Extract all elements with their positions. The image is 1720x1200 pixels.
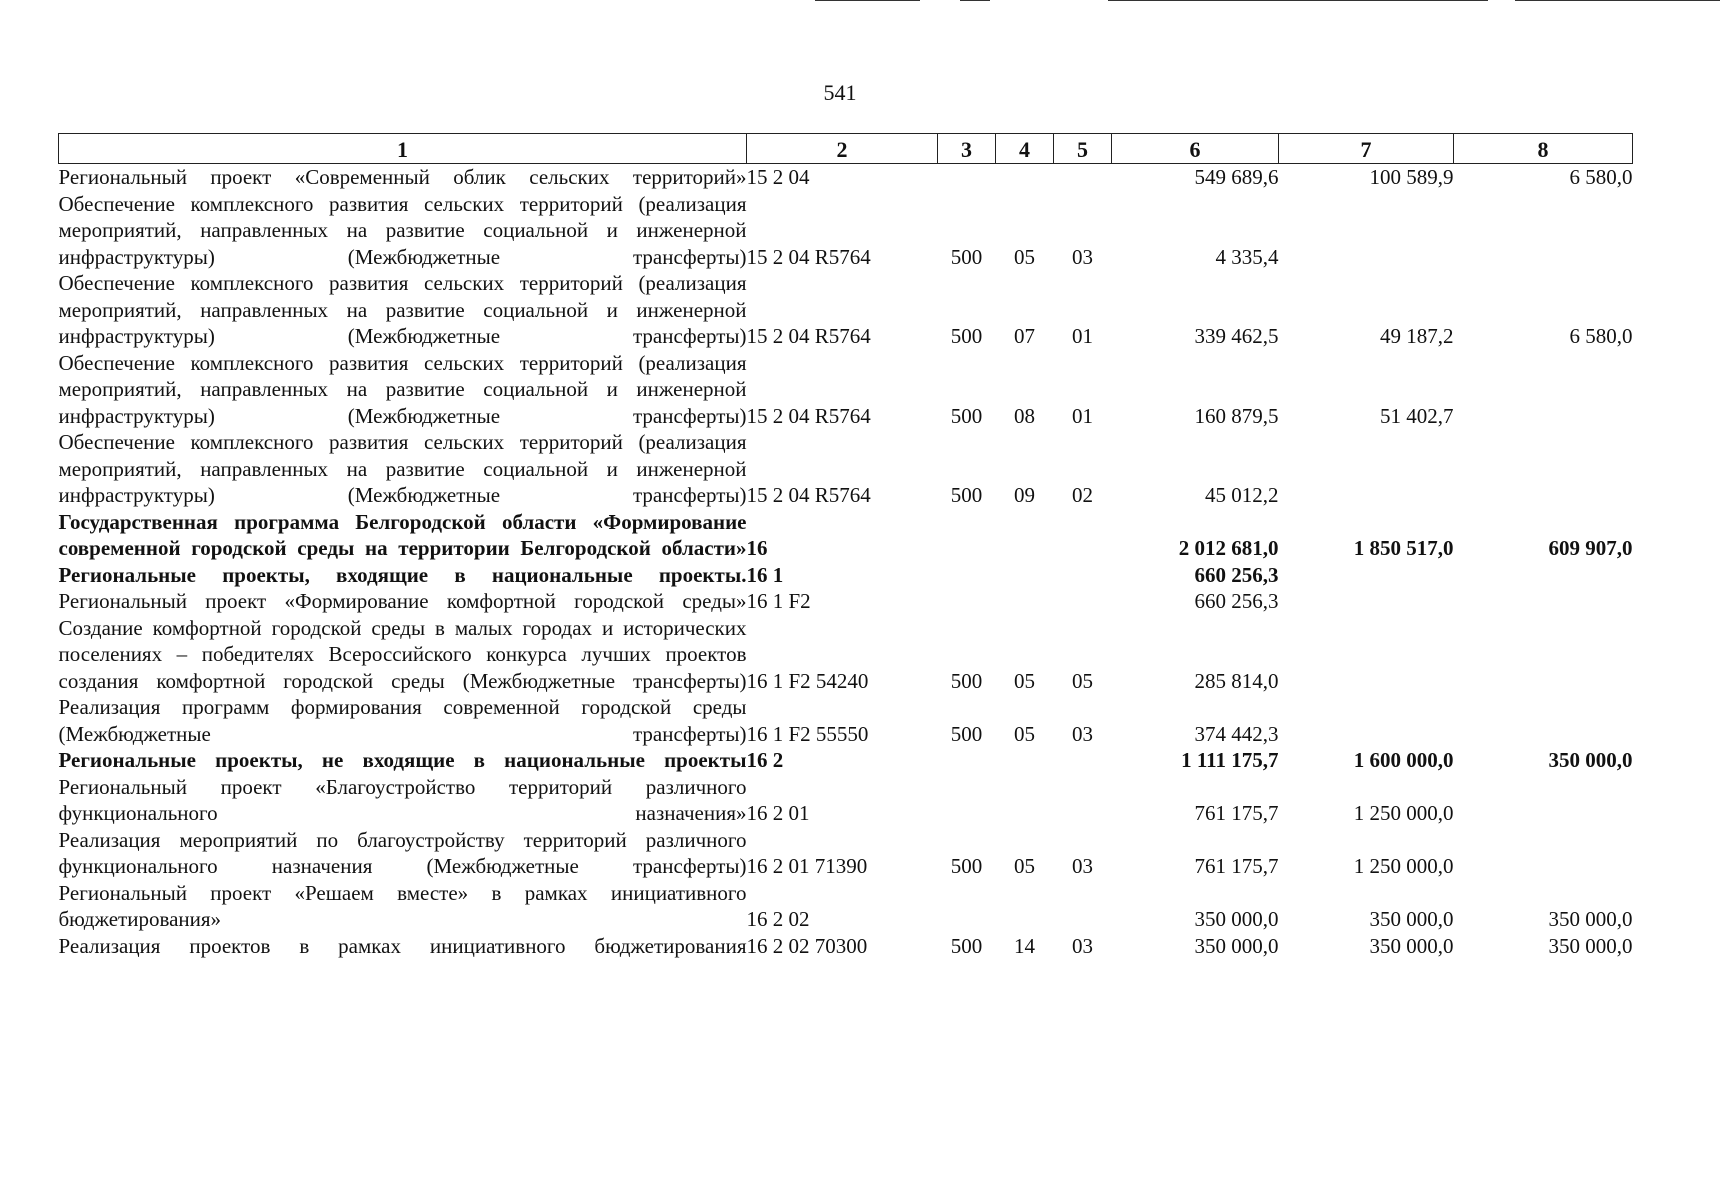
scan-line <box>815 0 920 1</box>
table-row <box>59 270 1633 350</box>
row-col4: 05 <box>1014 668 1035 693</box>
row-value-col8: 6 580,0 <box>1569 324 1633 348</box>
column-header: 5 <box>1054 134 1112 164</box>
row-value-col8: 6 580,0 <box>1569 165 1633 189</box>
row-col4: 14 <box>1014 933 1035 958</box>
table-row <box>59 350 1633 430</box>
row-value-col8 <box>1454 694 1633 747</box>
row-description: Реализация мероприятий по благоустройству территорий различного функционального назначения (Межбюджетные трансферты) <box>58 827 747 878</box>
table-row <box>59 694 1633 747</box>
row-col4 <box>996 880 1054 933</box>
row-value-col6: 374 442,3 <box>1194 721 1279 746</box>
row-value-col8 <box>1454 827 1633 880</box>
row-description: Государственная программа Белгородской области «Формирование современной городской среды на территории Белгородской области» <box>58 509 747 560</box>
row-value-col8 <box>1454 350 1633 430</box>
row-code: 15 2 04 R5764 <box>746 483 871 507</box>
table-body <box>59 164 1633 960</box>
table-row <box>59 509 1633 562</box>
row-value-col6: 350 000,0 <box>1194 907 1279 931</box>
row-code: 16 2 01 71390 <box>746 854 868 878</box>
row-description: Реализация проектов в рамках инициативного бюджетирования <box>58 933 747 958</box>
table-row <box>59 191 1633 271</box>
row-col5 <box>1054 562 1112 589</box>
row-code: 15 2 04 R5764 <box>746 324 871 348</box>
budget-table <box>58 133 1633 959</box>
row-value-col8 <box>1454 588 1633 615</box>
column-header: 3 <box>938 134 996 164</box>
row-col3 <box>938 562 996 589</box>
row-code: 15 2 04 R5764 <box>746 403 871 428</box>
table-row <box>59 747 1633 774</box>
row-col5: 02 <box>1072 483 1093 507</box>
row-col5: 03 <box>1072 721 1093 746</box>
row-code: 16 1 F2 55550 <box>746 721 869 746</box>
row-value-col6: 339 462,5 <box>1194 324 1279 348</box>
row-description: Региональный проект «Формирование комфортной городской среды» <box>58 589 747 613</box>
row-value-col7 <box>1279 191 1454 271</box>
column-header: 8 <box>1454 134 1633 164</box>
row-col3 <box>938 747 996 774</box>
table-row <box>59 164 1633 191</box>
row-col3: 500 <box>950 854 983 878</box>
row-col3 <box>938 509 996 562</box>
row-col4 <box>996 588 1054 615</box>
row-value-col8 <box>1454 562 1633 589</box>
table-header-row <box>59 134 1633 164</box>
row-value-col8 <box>1454 191 1633 271</box>
row-col3 <box>938 880 996 933</box>
row-col5: 05 <box>1072 668 1093 693</box>
row-value-col8: 350 000,0 <box>1548 933 1633 958</box>
row-col5: 01 <box>1072 324 1093 348</box>
row-code: 16 2 01 <box>746 801 810 825</box>
row-col5 <box>1054 774 1112 827</box>
row-col4 <box>996 747 1054 774</box>
row-value-col6: 285 814,0 <box>1194 668 1279 693</box>
row-col3: 500 <box>950 933 983 958</box>
row-col3 <box>938 164 996 191</box>
row-col4: 08 <box>1014 403 1035 428</box>
row-col4 <box>996 774 1054 827</box>
row-value-col6: 761 175,7 <box>1194 801 1279 825</box>
row-value-col6: 761 175,7 <box>1194 854 1279 878</box>
row-value-col7: 1 600 000,0 <box>1353 748 1454 772</box>
table-row <box>59 774 1633 827</box>
column-header: 6 <box>1112 134 1279 164</box>
row-value-col8 <box>1454 429 1633 509</box>
row-code: 16 <box>746 536 768 560</box>
row-code: 16 1 F2 <box>746 589 811 613</box>
row-description: Реализация программ формирования современной городской среды (Межбюджетные трансферты) <box>58 695 747 746</box>
column-header: 1 <box>59 134 747 164</box>
row-description: Обеспечение комплексного развития сельских территорий (реализация мероприятий, направленных на развитие социальной и инженерной инфраструктуры) (Межбюджетные трансферты) <box>58 271 747 348</box>
row-description: Обеспечение комплексного развития сельских территорий (реализация мероприятий, направленных на развитие социальной и инженерной инфраструктуры) (Межбюджетные трансферты) <box>58 350 747 428</box>
row-value-col8: 350 000,0 <box>1548 748 1633 772</box>
row-col4: 05 <box>1014 244 1035 269</box>
row-value-col7: 350 000,0 <box>1369 907 1454 931</box>
row-code: 15 2 04 <box>746 165 810 189</box>
column-header: 2 <box>747 134 938 164</box>
row-code: 16 2 02 70300 <box>746 933 868 958</box>
row-code: 16 1 F2 54240 <box>746 668 869 693</box>
row-description: Региональные проекты, входящие в национальные проекты. <box>58 562 747 587</box>
row-value-col6: 549 689,6 <box>1194 165 1279 189</box>
column-header: 4 <box>996 134 1054 164</box>
row-col4: 05 <box>1014 854 1035 878</box>
row-value-col7 <box>1279 588 1454 615</box>
row-col5 <box>1054 588 1112 615</box>
row-value-col7: 49 187,2 <box>1380 324 1454 348</box>
row-value-col8: 609 907,0 <box>1548 536 1633 560</box>
row-value-col6: 45 012,2 <box>1205 483 1279 507</box>
row-description: Региональный проект «Благоустройство территорий различного функционального назначения» <box>58 774 747 825</box>
table-row <box>59 429 1633 509</box>
row-col3: 500 <box>950 668 983 693</box>
row-description: Создание комфортной городской среды в малых городах и исторических поселениях – победителях Всероссийского конкурса лучших проектов создания комфортной городской среды (Межбюджетные трансферты) <box>58 615 747 693</box>
scan-line <box>1515 0 1720 1</box>
row-col3: 500 <box>950 721 983 746</box>
row-value-col7: 51 402,7 <box>1380 403 1454 428</box>
row-description: Региональный проект «Решаем вместе» в рамках инициативного бюджетирования» <box>58 880 747 931</box>
row-code: 16 2 <box>746 748 784 772</box>
row-col5 <box>1054 880 1112 933</box>
row-value-col6: 2 012 681,0 <box>1178 536 1279 560</box>
row-value-col8: 350 000,0 <box>1548 907 1633 931</box>
row-value-col7: 1 250 000,0 <box>1353 854 1454 878</box>
table-row <box>59 880 1633 933</box>
row-col5: 03 <box>1072 244 1093 269</box>
row-col5: 01 <box>1072 403 1093 428</box>
row-col4 <box>996 562 1054 589</box>
row-code: 16 2 02 <box>746 907 810 931</box>
table-row <box>59 588 1633 615</box>
table-row <box>59 933 1633 960</box>
row-col3 <box>938 774 996 827</box>
row-col4: 09 <box>1014 483 1035 507</box>
row-col4: 07 <box>1014 324 1035 348</box>
page-number: 541 <box>823 80 857 105</box>
row-value-col6: 350 000,0 <box>1194 933 1279 958</box>
table-row <box>59 562 1633 589</box>
row-col3: 500 <box>950 403 983 428</box>
row-col4: 05 <box>1014 721 1035 746</box>
table-row <box>59 615 1633 695</box>
table-row <box>59 827 1633 880</box>
row-col3: 500 <box>950 324 983 348</box>
row-col5: 03 <box>1072 854 1093 878</box>
row-col5: 03 <box>1072 933 1093 958</box>
scan-line <box>1108 0 1488 1</box>
row-col3: 500 <box>950 483 983 507</box>
row-value-col6: 660 256,3 <box>1194 589 1279 613</box>
row-col5 <box>1054 509 1112 562</box>
scan-line <box>960 0 990 1</box>
row-value-col6: 160 879,5 <box>1194 403 1279 428</box>
row-value-col7 <box>1279 429 1454 509</box>
row-value-col8 <box>1454 774 1633 827</box>
row-value-col6: 1 111 175,7 <box>1181 748 1279 772</box>
row-description: Региональный проект «Современный облик сельских территорий» <box>58 165 747 189</box>
row-code: 15 2 04 R5764 <box>746 244 871 269</box>
row-value-col7 <box>1279 615 1454 695</box>
row-value-col6: 660 256,3 <box>1194 562 1279 587</box>
row-value-col7 <box>1279 694 1454 747</box>
row-value-col7 <box>1279 562 1454 589</box>
row-description: Региональные проекты, не входящие в национальные проекты <box>58 748 747 772</box>
row-value-col7: 100 589,9 <box>1369 165 1454 189</box>
row-value-col7: 1 250 000,0 <box>1353 801 1454 825</box>
row-col4 <box>996 164 1054 191</box>
row-col3 <box>938 588 996 615</box>
row-value-col7: 350 000,0 <box>1369 933 1454 958</box>
row-col3: 500 <box>950 244 983 269</box>
row-description: Обеспечение комплексного развития сельских территорий (реализация мероприятий, направленных на развитие социальной и инженерной инфраструктуры) (Межбюджетные трансферты) <box>58 191 747 269</box>
column-header: 7 <box>1279 134 1454 164</box>
row-col5 <box>1054 747 1112 774</box>
row-description: Обеспечение комплексного развития сельских территорий (реализация мероприятий, направленных на развитие социальной и инженерной инфраструктуры) (Межбюджетные трансферты) <box>58 430 747 507</box>
row-value-col8 <box>1454 615 1633 695</box>
row-col4 <box>996 509 1054 562</box>
row-col5 <box>1054 164 1112 191</box>
row-code: 16 1 <box>746 562 784 587</box>
row-value-col6: 4 335,4 <box>1215 244 1279 269</box>
row-value-col7: 1 850 517,0 <box>1353 536 1454 560</box>
